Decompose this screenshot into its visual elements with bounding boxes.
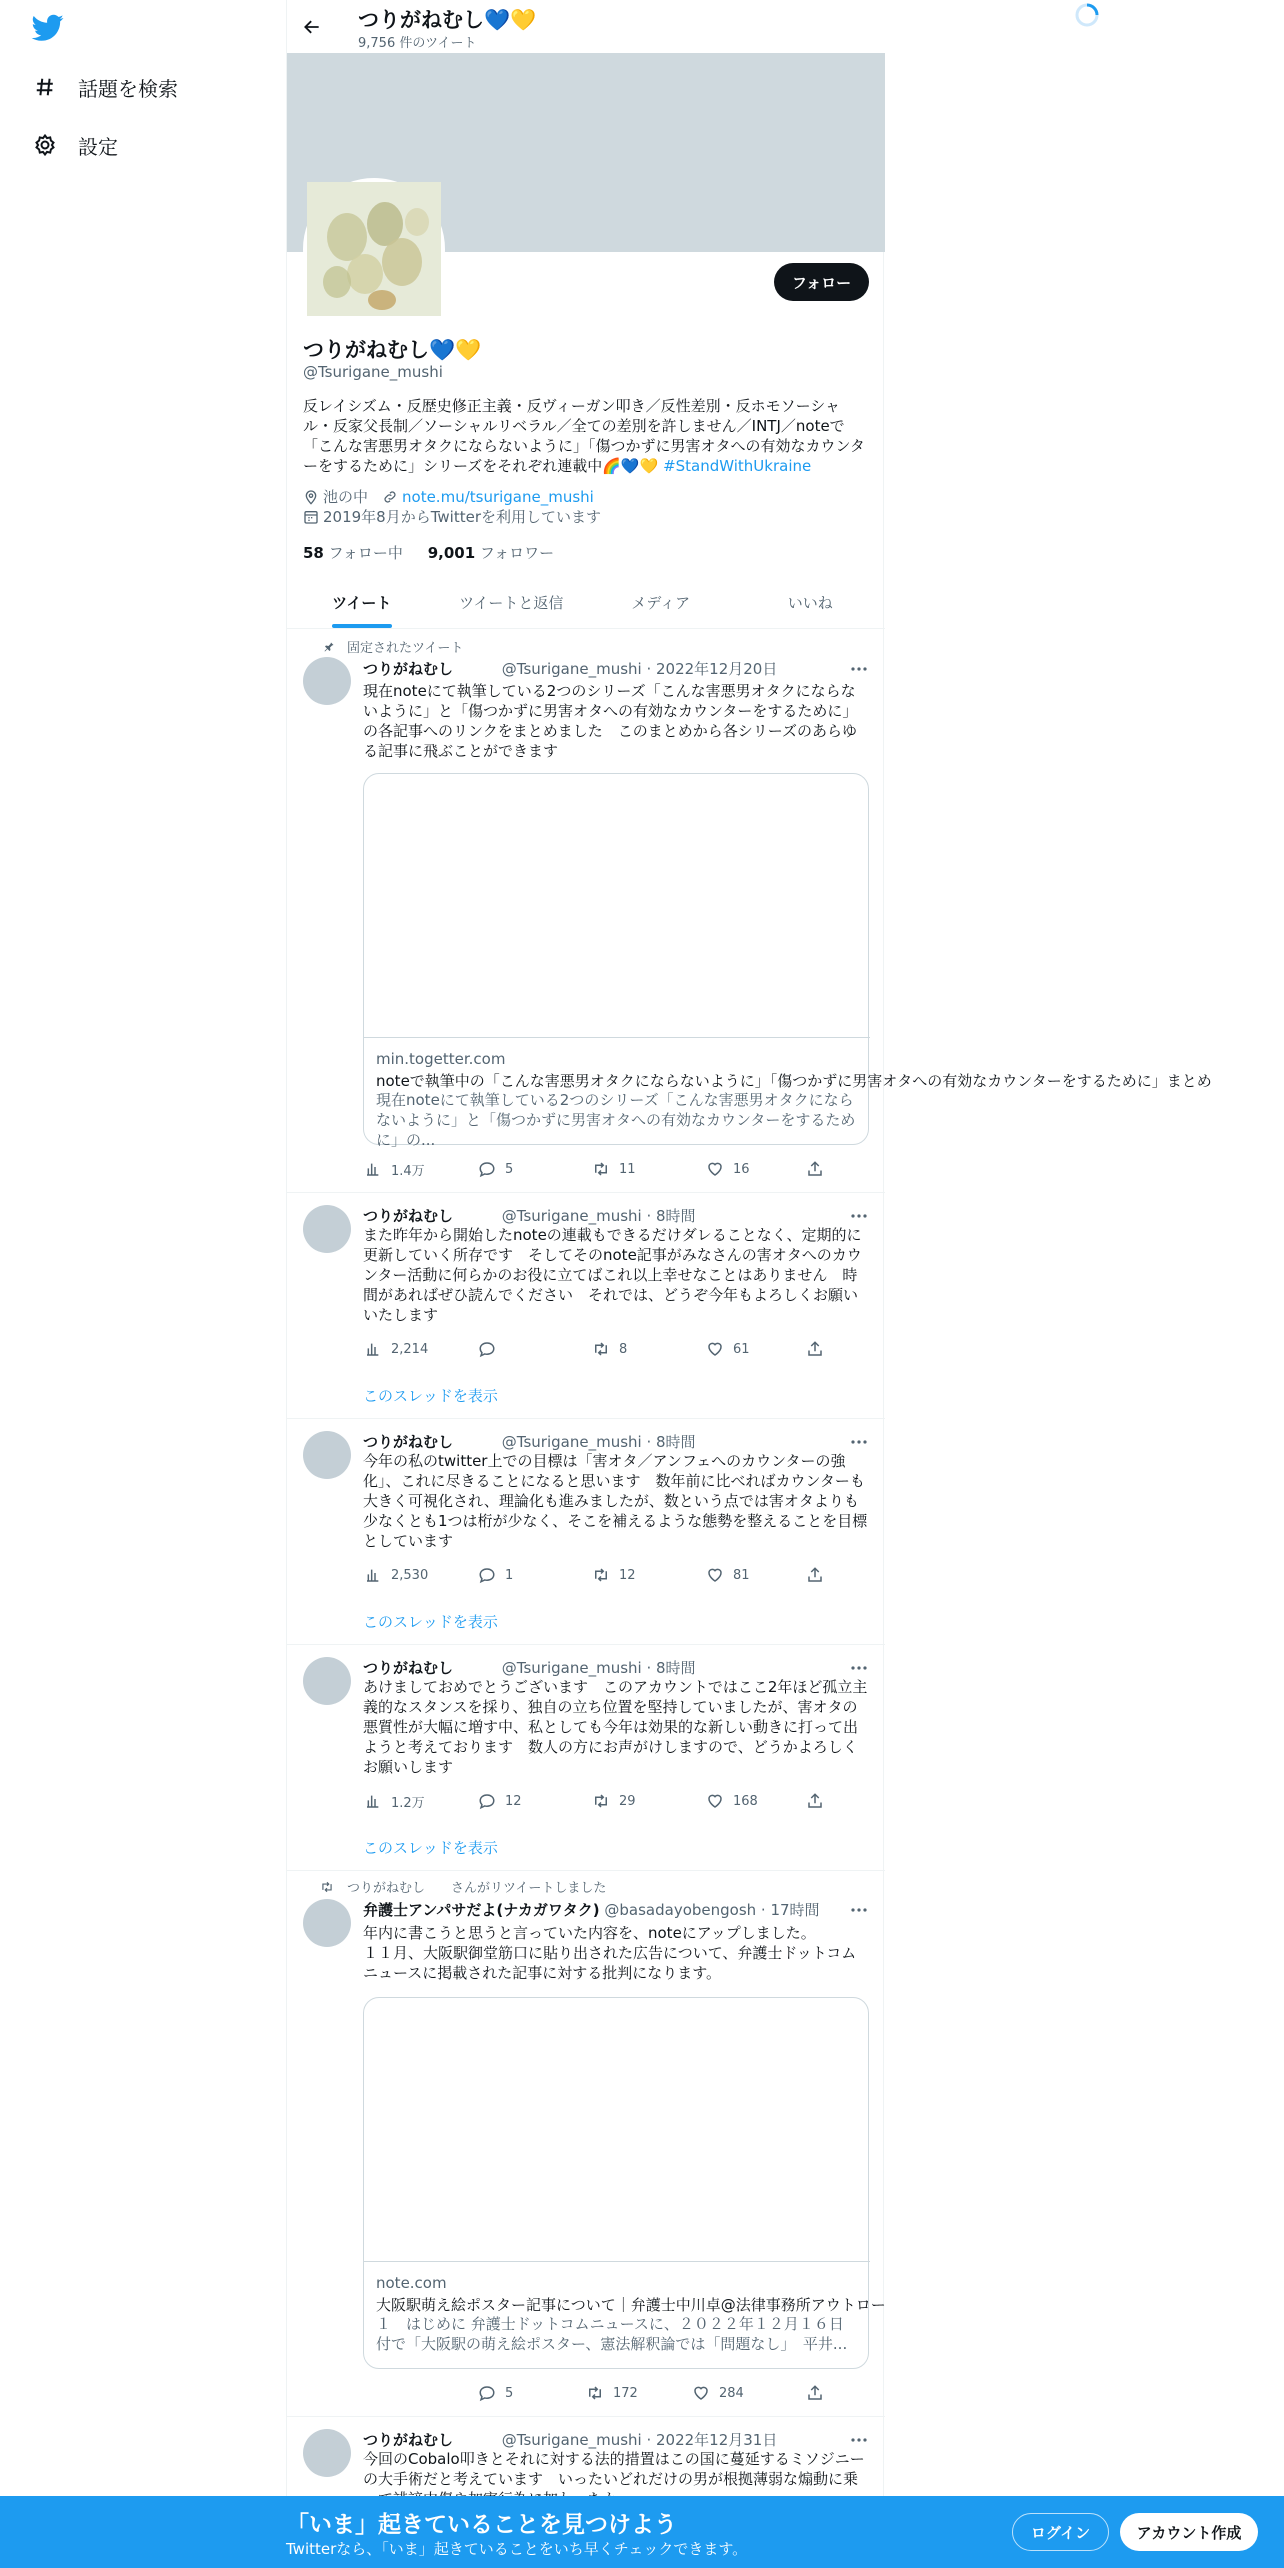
tweet-author-name[interactable]: つりがねむし: [363, 660, 454, 678]
profile-handle: @Tsurigane_mushi: [303, 363, 443, 381]
loading-spinner-icon: [1074, 2, 1100, 28]
heart-icon: [705, 1159, 725, 1179]
sidebar: [0, 0, 286, 2568]
tweet-text: 現在noteにて執筆している2つのシリーズ「こんな害悪男オタクにならないように」と「傷つかずに男害オタへの有効なカウンターをするために」の各記事へのリンクをまとめました このまとめから各シリーズのあらゆる記事に飛ぶことができます: [363, 682, 858, 760]
tweet-actions: [363, 1565, 793, 1585]
retweet-button[interactable]: 29: [591, 1791, 636, 1811]
tweet-author-meta[interactable]: @basadayobengosh · 17時間: [599, 1901, 820, 1919]
tweet-author-name[interactable]: つりがねむし: [363, 2431, 454, 2449]
location-pin-icon: [303, 489, 319, 505]
login-button[interactable]: ログイン: [1012, 2513, 1109, 2551]
reply-icon: [477, 1339, 497, 1359]
link-card-domain: min.togetter.com: [376, 1050, 506, 1068]
tweet-header: [363, 1899, 820, 1920]
followers-label: フォロワー: [475, 544, 555, 562]
bar-chart-icon: [363, 1565, 383, 1585]
bio-text: 反レイシズム・反歴史修正主義・反ヴィーガン叩き／反性差別・反ホモソーシャル・反家父長制／ソーシャルリベラル／全ての差別を許しません／INTJ／noteで「こんな害悪男オタクにならないように」「傷つかずに男害オタへの有効なカウンターをするために」シリーズをそれぞれ連載中🌈💙💛: [303, 397, 865, 475]
retweeted-by-label: つりがねむし さんがリツイートしました: [317, 1877, 606, 1896]
tweet-text: 年内に書こうと思うと言っていた内容を、noteにアップしました。 １１月、大阪駅御堂筋口に貼り出された広告について、弁護士ドットコムニュースに掲載された記事に対する批判になります。: [363, 1924, 857, 1982]
avatar[interactable]: [303, 657, 351, 705]
more-options-icon[interactable]: [849, 659, 869, 679]
tab-tweets[interactable]: ツイート: [287, 576, 437, 628]
tweet-author-meta[interactable]: @Tsurigane_mushi · 8時間: [501, 1433, 696, 1451]
signup-prompt-subtitle: Twitterなら、「いま」起きていることをいち早くチェックできます。: [286, 2540, 748, 2558]
share-icon: [805, 1159, 825, 1179]
more-options-icon[interactable]: [849, 1206, 869, 1226]
tweet-text: 今回のCobalo叩きとそれに対する法的措置はこの国に蔓延するミソジニーの大手術だと考えています いったいどれだけの男が根拠薄弱な煽動に乗: [363, 2450, 865, 2488]
reply-button[interactable]: 5: [477, 2383, 513, 2403]
reply-icon: [477, 1565, 497, 1585]
tweet-actions: [363, 2383, 793, 2403]
reply-button[interactable]: 1: [477, 1565, 513, 1585]
tweet-author-meta[interactable]: @Tsurigane_mushi · 2022年12月31日: [501, 2431, 778, 2449]
reply-icon: [477, 1791, 497, 1811]
reply-button[interactable]: 12: [477, 1791, 522, 1811]
signup-prompt-title: 「いま」起きていることを見つけよう: [286, 2512, 677, 2538]
bar-chart-icon: [363, 1159, 383, 1179]
tweet-text: 今年の私のtwitter上での目標は「害オタ／アンフェへのカウンターの強化」、これに尽きることになると思います 数年前に比べればカウンターも大きく可視化され、理論化も進みましたが、数という点では害オタよりも少なくとも1つは桁が少なく、そこを補えるような態勢を整えることを目標としています: [363, 1452, 868, 1550]
share-icon: [805, 2383, 825, 2403]
link-card-description: 現在noteにて執筆している2つのシリーズ「こんな害悪男オタクにならないように」と「傷つかずに男害オタへの有効なカウンターをするために」の...: [376, 1091, 856, 1149]
create-account-button[interactable]: アカウント作成: [1120, 2513, 1258, 2551]
share-icon: [805, 1791, 825, 1811]
avatar[interactable]: [303, 1657, 351, 1705]
tweet-actions: [363, 1791, 793, 1811]
profile-joined-row: [303, 506, 601, 527]
retweet-button[interactable]: 12: [591, 1565, 636, 1585]
views-button[interactable]: 1.4万: [363, 1159, 425, 1179]
share-button[interactable]: [805, 1791, 833, 1811]
more-options-icon[interactable]: [849, 1432, 869, 1452]
twitter-bird-icon[interactable]: [32, 14, 64, 42]
reply-icon: [477, 1159, 497, 1179]
like-button[interactable]: 61: [705, 1339, 750, 1359]
following-count: 58: [303, 544, 324, 562]
tweet-header: [363, 658, 777, 679]
header-tweet-count: 9,756 件のツイート: [358, 36, 477, 51]
reply-button[interactable]: 5: [477, 1159, 513, 1179]
profile-bio: [303, 396, 869, 476]
pin-icon: [317, 639, 335, 655]
retweet-icon: [591, 1339, 611, 1359]
link-card-domain: note.com: [376, 2274, 447, 2292]
share-button[interactable]: [805, 1565, 833, 1585]
link-icon: [382, 489, 398, 505]
more-options-icon[interactable]: [849, 1900, 869, 1920]
reply-button[interactable]: [477, 1339, 505, 1359]
link-card-title: noteで執筆中の「こんな害悪男オタクにならないように」「傷つかずに男害オタへの有効なカウンターをするために」まとめ: [376, 1072, 1212, 1090]
profile-location: 池の中: [323, 488, 369, 506]
profile-joined-date: 2019年8月からTwitterを利用しています: [323, 508, 601, 526]
like-button[interactable]: 284: [691, 2383, 744, 2403]
followers-link[interactable]: [428, 544, 554, 562]
tab-tweets-and-replies[interactable]: ツイートと返信: [459, 593, 564, 612]
link-card-title: 大阪駅萌え絵ポスター記事について｜弁護士中川卓@法律事務所アウトロー: [376, 2296, 886, 2314]
tweet-item[interactable]: [287, 1871, 885, 2417]
tweet-item[interactable]: [287, 1419, 885, 1645]
sidebar-item-label: 話題を検索: [78, 76, 178, 101]
like-button[interactable]: 81: [705, 1565, 750, 1585]
tweet-text: あけましておめでとうございます このアカウントではここ2年ほど孤立主義的なスタンスを採り、独自の立ち位置を堅持していましたが、害オタの悪質性が大幅に増す中、私としても今年は効果的な新しい動きに打って出ようと考えております 数人の方にお声がけしますので、どうかよろしくお願いします: [363, 1678, 868, 1776]
sidebar-item-settings[interactable]: [32, 125, 118, 165]
avatar[interactable]: [303, 1431, 351, 1479]
views-button[interactable]: 1.2万: [363, 1791, 425, 1811]
link-card-image: [364, 1998, 870, 2262]
bar-chart-icon: [363, 1791, 383, 1811]
tab-media[interactable]: メディア: [631, 593, 691, 612]
more-options-icon[interactable]: [849, 1658, 869, 1678]
more-options-icon[interactable]: [849, 2430, 869, 2450]
avatar[interactable]: [303, 1899, 351, 1947]
tweet-header: [363, 1205, 696, 1226]
tweet-header: [363, 1431, 696, 1452]
retweet-icon: [585, 2383, 605, 2403]
show-thread-link[interactable]: このスレッドを表示: [363, 1387, 498, 1405]
views-button[interactable]: 2,214: [363, 1339, 428, 1359]
tweet-author-meta[interactable]: @Tsurigane_mushi · 2022年12月20日: [501, 660, 778, 678]
tweet-author-meta[interactable]: @Tsurigane_mushi · 8時間: [501, 1207, 696, 1225]
pinned-tweet-label: 固定されたツイート: [317, 637, 463, 656]
followers-count: 9,001: [427, 544, 476, 562]
tweet-item[interactable]: [287, 629, 1212, 1193]
link-card[interactable]: [363, 773, 1212, 1149]
tab-likes[interactable]: いいね: [787, 593, 833, 612]
following-label: フォロー中: [323, 544, 403, 562]
retweet-button[interactable]: 11: [591, 1159, 636, 1179]
heart-icon: [705, 1791, 725, 1811]
show-thread-link[interactable]: このスレッドを表示: [363, 1613, 498, 1631]
retweet-icon: [591, 1159, 611, 1179]
share-icon: [805, 1565, 825, 1585]
bar-chart-icon: [363, 1339, 383, 1359]
link-card[interactable]: [363, 1997, 886, 2369]
retweet-button[interactable]: 8: [591, 1339, 627, 1359]
bio-hashtag-link[interactable]: #StandWithUkraine: [663, 457, 812, 475]
like-button[interactable]: 168: [705, 1791, 758, 1811]
tweet-author-name[interactable]: 弁護士アンパサだよ(ナカガワタク): [363, 1901, 600, 1919]
share-button[interactable]: [805, 2383, 833, 2403]
like-button[interactable]: 16: [705, 1159, 750, 1179]
profile-avatar[interactable]: [303, 178, 445, 320]
retweet-icon: [591, 1791, 611, 1811]
gear-icon: [32, 132, 58, 158]
share-button[interactable]: [805, 1339, 833, 1359]
retweet-icon: [591, 1565, 611, 1585]
follow-button[interactable]: フォロー: [774, 263, 869, 301]
heart-icon: [705, 1565, 725, 1585]
signup-prompt-bar: [0, 2496, 1284, 2568]
following-link[interactable]: [303, 544, 403, 562]
tweet-author-name[interactable]: つりがねむし: [363, 1207, 454, 1225]
tweet-author-name[interactable]: つりがねむし: [363, 1433, 454, 1451]
heart-icon: [691, 2383, 711, 2403]
sidebar-item-label: 設定: [78, 134, 118, 159]
header-profile-name: つりがねむし💙💛: [358, 8, 537, 32]
reply-icon: [477, 2383, 497, 2403]
profile-follow-stats: [303, 542, 554, 563]
show-thread-link[interactable]: このスレッドを表示: [363, 1839, 498, 1857]
share-button[interactable]: [805, 1159, 833, 1179]
link-card-description: １ はじめに 弁護士ドットコムニュースに、２０２２年１２月１６日付で「大阪駅の萌え絵ポスター、憲法解釈論では「問題なし」 平井...: [376, 2315, 848, 2353]
sidebar-item-explore[interactable]: [32, 67, 178, 107]
profile-header-bar: [287, 0, 885, 53]
tweet-author-name[interactable]: つりがねむし: [363, 1659, 454, 1677]
tweet-header: [363, 2429, 777, 2450]
tweet-author-meta[interactable]: @Tsurigane_mushi · 8時間: [501, 1659, 696, 1677]
views-button[interactable]: 2,530: [363, 1565, 428, 1585]
tweet-actions: [363, 1339, 793, 1359]
profile-meta-row: [303, 486, 594, 507]
back-arrow-icon[interactable]: [297, 12, 327, 42]
avatar[interactable]: [303, 2429, 351, 2477]
calendar-icon: [303, 509, 319, 525]
profile-name: つりがねむし💙💛: [303, 338, 482, 362]
tweet-item[interactable]: [287, 1193, 885, 1419]
share-icon: [805, 1339, 825, 1359]
tweet-item[interactable]: [287, 1645, 885, 1871]
hashtag-icon: [32, 74, 58, 100]
heart-icon: [705, 1339, 725, 1359]
link-card-image: [364, 774, 870, 1038]
profile-website-link[interactable]: note.mu/tsurigane_mushi: [402, 487, 594, 506]
retweet-button[interactable]: 172: [585, 2383, 638, 2403]
profile-tabs: [287, 576, 885, 629]
retweet-icon: [317, 1879, 335, 1895]
tweet-header: [363, 1657, 696, 1678]
avatar[interactable]: [303, 1205, 351, 1253]
tweet-actions: [363, 1159, 793, 1179]
tweet-text: また昨年から開始したnoteの連載もできるだけダレることなく、定期的に更新していく所存です そしてそのnote記事がみなさんの害オタへのカウンター活動に何らかのお役に立てばこれ以上幸せなことはありません 時間があればぜひ読んでください それでは、どうぞ今年もよろしくお願いいたします: [363, 1226, 862, 1324]
